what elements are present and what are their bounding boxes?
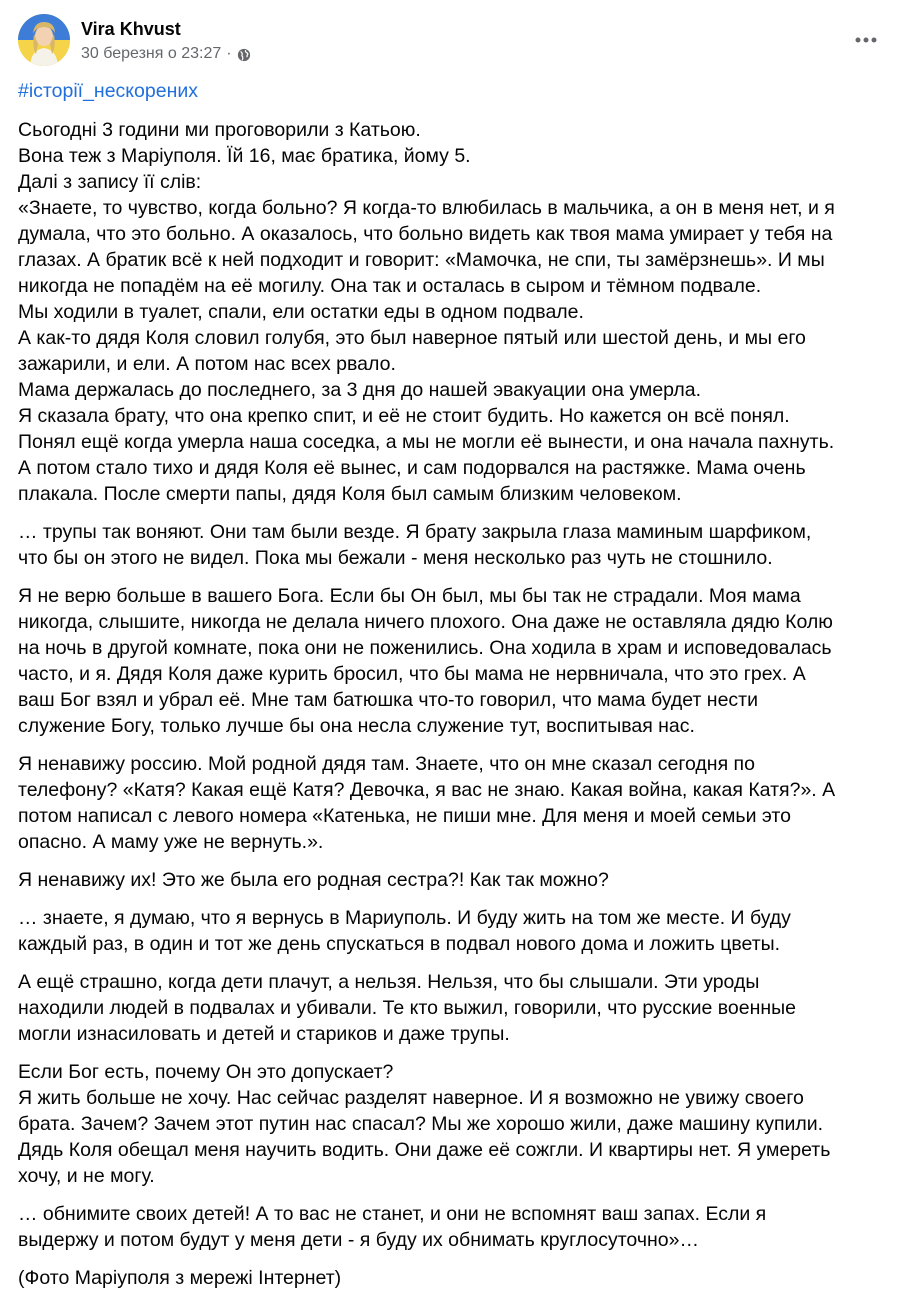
- post-text-line: глазах. А братик всё к ней подходит и говорит: «Мамочка, не спи, ты замёрзнешь». И мы: [18, 249, 825, 271]
- post-text-line: плакала. После смерти папы, дядя Коля был самым близким человеком.: [18, 483, 682, 505]
- post-text-line: никогда, слышите, никогда не делала ничего плохого. Она даже не оставляла дядю Колю: [18, 611, 833, 633]
- post-paragraph: [18, 969, 886, 1047]
- post-text-line: Я ненавижу их! Это же была его родная сестра?! Как так можно?: [18, 869, 609, 891]
- post-text-line: Я ненавижу россию. Мой родной дядя там. Знаете, что он мне сказал сегодня по: [18, 753, 755, 775]
- post-text-line: Мама держалась до последнего, за 3 дня до нашей эвакуации она умерла.: [18, 379, 701, 401]
- post-text-line: телефону? «Катя? Какая ещё Катя? Девочка, я вас не знаю. Какая война, какая Катя?». А: [18, 779, 836, 801]
- more-options-button[interactable]: [848, 22, 884, 58]
- post-text-line: Вона теж з Маріуполя. Їй 16, має братика, йому 5.: [18, 145, 471, 167]
- post-paragraph: [18, 905, 886, 957]
- post-paragraph: [18, 117, 886, 507]
- post-text-line: часто, и я. Дядя Коля даже курить бросил, что бы мама не нервничала, что это грех. А: [18, 663, 806, 685]
- post-text-line: потом написал с левого номера «Катенька, не пиши мне. Для меня и моей семьи это: [18, 805, 791, 827]
- post-paragraph: [18, 751, 886, 855]
- author-name[interactable]: Vira Khvust: [81, 19, 181, 39]
- post-text-line: Если Бог есть, почему Он это допускает?: [18, 1061, 394, 1083]
- globe-icon[interactable]: [237, 48, 251, 62]
- meta-separator: ·: [226, 45, 232, 62]
- post-text-line: Я жить больше не хочу. Нас сейчас разделят наверное. И я возможно не увижу своего: [18, 1087, 804, 1109]
- post-text-line: думала, что это больно. А оказалось, что больно видеть как твоя мама умирает у тебя на: [18, 223, 833, 245]
- post-paragraph: [18, 867, 886, 893]
- post-content: [18, 78, 886, 1303]
- post-text-line: каждый раз, в один и тот же день спускаться в подвал нового дома и ложить цветы.: [18, 933, 781, 955]
- post-paragraph: [18, 1059, 886, 1189]
- post-text-line: ваш Бог взял и убрал её. Мне там батюшка что-то говорил, что мама будет нести: [18, 689, 758, 711]
- post-text-line: А как-то дядя Коля словил голубя, это был наверное пятый или шестой день, и мы его: [18, 327, 806, 349]
- post-paragraph: [18, 583, 886, 739]
- post-text-line: что бы он этого не видел. Пока мы бежали - меня несколько раз чуть не стошнило.: [18, 547, 773, 569]
- post-text-line: находили людей в подвалах и убивали. Те кто выжил, говорили, что русские военные: [18, 997, 796, 1019]
- avatar[interactable]: [18, 14, 70, 66]
- post-timestamp[interactable]: 30 березня о 23:27: [81, 45, 222, 62]
- post-text-line: Понял ещё когда умерла наша соседка, а мы не могли её вынести, и она начала пахнуть.: [18, 431, 835, 453]
- post-paragraph: [18, 1201, 886, 1253]
- post-text-line: хочу, и не могу.: [18, 1165, 155, 1187]
- post-text-line: А потом стало тихо и дядя Коля её вынес, и сам подорвался на растяжке. Мама очень: [18, 457, 806, 479]
- post-text-line: Далі з запису її слів:: [18, 171, 202, 193]
- post-text-line: «Знаете, то чувство, когда больно? Я когда-то влюбилась в мальчика, а он в меня нет, и я: [18, 197, 835, 219]
- post-text-line: служение Богу, только лучше бы она несла служение тут, воспитывая нас.: [18, 715, 695, 737]
- post-meta: [81, 44, 251, 64]
- post-header: [16, 14, 884, 66]
- post-text-line: (Фото Маріуполя з мережі Інтернет): [18, 1267, 342, 1289]
- post-text-line: опасно. А маму уже не вернуть.».: [18, 831, 324, 853]
- post-text-line: … знаете, я думаю, что я вернусь в Мариуполь. И буду жить на том же месте. И буду: [18, 907, 791, 929]
- post-text-line: Я сказала брату, что она крепко спит, и её не стоит будить. Но кажется он всё понял.: [18, 405, 790, 427]
- post-text-line: … трупы так воняют. Они там были везде. Я брату закрыла глаза маминым шарфиком,: [18, 521, 812, 543]
- post-text-line: зажарили, и ели. А потом нас всех рвало.: [18, 353, 396, 375]
- post-text-line: Мы ходили в туалет, спали, ели остатки еды в одном подвале.: [18, 301, 584, 323]
- post-text-line: могли изнасиловать и детей и стариков и даже трупы.: [18, 1023, 510, 1045]
- post-text-line: никогда не попадём на её могилу. Она так и осталась в сыром и тёмном подвале.: [18, 275, 762, 297]
- post-text-line: Я не верю больше в вашего Бога. Если бы Он был, мы бы так не страдали. Моя мама: [18, 585, 801, 607]
- post-text-line: на ночь в другой комнате, пока они не поженились. Она ходила в храм и исповедовалась: [18, 637, 832, 659]
- post-paragraph: [18, 1265, 886, 1291]
- post-text-line: Дядь Коля обещал меня научить водить. Они даже её сожгли. И квартиры нет. Я умереть: [18, 1139, 831, 1161]
- post-text-line: А ещё страшно, когда дети плачут, а нельзя. Нельзя, что бы слышали. Эти уроды: [18, 971, 760, 993]
- post-text-line: Сьогодні 3 години ми проговорили з Катьою.: [18, 119, 421, 141]
- post-text-line: … обнимите своих детей! А то вас не станет, и они не вспомнят ваш запах. Если я: [18, 1203, 767, 1225]
- avatar-image: [18, 14, 70, 66]
- more-horizontal-icon: [854, 37, 878, 43]
- post-paragraph: [18, 519, 886, 571]
- post-text-line: брата. Зачем? Зачем этот путин нас спасал? Мы же хорошо жили, даже машину купили.: [18, 1113, 824, 1135]
- post-text-line: выдержу и потом будут у меня дети - я буду их обнимать круглосуточно»…: [18, 1229, 699, 1251]
- post-paragraphs: [18, 117, 886, 1291]
- hashtag-link[interactable]: #історії_нескорених: [18, 80, 198, 102]
